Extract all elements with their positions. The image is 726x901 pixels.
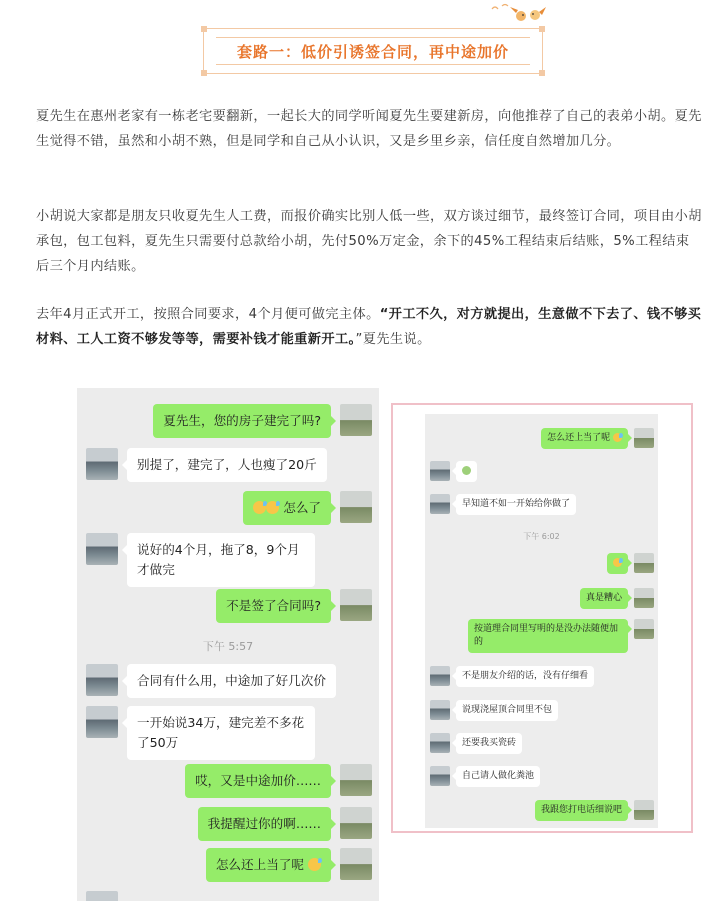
chat-screenshot-left [77, 388, 379, 901]
avatar [86, 706, 118, 738]
avatar [634, 619, 654, 639]
avatar [430, 461, 450, 481]
chat-bubble: 怎么还上当了呢 [541, 428, 628, 449]
avatar [86, 448, 118, 480]
chat-bubble: 夏先生，您的房子建完了吗? [153, 404, 331, 438]
chat-bubble: 还要我买瓷砖 [456, 733, 522, 754]
sweat-emoji-icon [613, 433, 622, 442]
sweat-emoji-icon [613, 558, 622, 567]
chat-message-out [234, 491, 372, 525]
birds-decoration-icon [488, 3, 548, 25]
chat-message-out [601, 553, 654, 574]
chat-message-out [529, 800, 654, 821]
chat-bubble: 我跟您打电话细说吧 [535, 800, 628, 821]
chat-message-out [197, 848, 372, 882]
avatar [430, 666, 450, 686]
avatar [430, 700, 450, 720]
article-paragraph-2: 小胡说大家都是朋友只收夏先生人工费，而报价确实比别人低一些，双方谈过细节，最终签订合同，项目由小胡承包，包工包料，夏先生只需要付总款给小胡，先付50%万定金，余下的45%工程结束后结账，5%工程结束后三个月内结账。 [36, 209, 702, 274]
chat-timestamp: 下午 6:02 [523, 532, 560, 541]
chat-message-in [430, 733, 528, 754]
section-header-banner [203, 28, 543, 74]
chat-bubble: 自己请人做化粪池 [456, 766, 540, 787]
chat-message-out [176, 764, 372, 798]
avatar [430, 494, 450, 514]
chat-bubble: 不是签了合同吗? [216, 589, 331, 623]
chat-message-out [144, 404, 372, 438]
avatar [430, 733, 450, 753]
avatar [340, 848, 372, 880]
chat-timestamp: 下午 5:57 [202, 640, 254, 653]
chat-bubble: 怎么了 [243, 491, 331, 525]
paragraph-3-end: ”夏先生说。 [355, 332, 431, 347]
avatar [340, 764, 372, 796]
avatar [634, 588, 654, 608]
avatar [430, 766, 450, 786]
avatar [340, 491, 372, 523]
chat-message-in [86, 664, 345, 698]
chat-bubble: 怎么还上当了呢 [206, 848, 331, 882]
chat-message-in [86, 706, 324, 760]
section-title: 套路一：低价引诱签合同，再中途加价 [236, 42, 509, 61]
emoji-icon [462, 466, 471, 475]
sweat-smile-emoji-icon [253, 501, 266, 514]
article-paragraph-1: 夏先生在惠州老家有一栋老宅要翻新，一起长大的同学听闻夏先生要建新房，向他推荐了自己的表弟小胡。夏先生觉得不错，虽然和小胡不熟，但是同学和自己从小认识，又是乡里乡亲，信任度自然增加几分。 [36, 109, 702, 149]
article-paragraph-3 [36, 302, 702, 352]
chat-bubble: 真是糟心 [580, 588, 628, 609]
chat-message-out [574, 588, 654, 609]
chat-message-in [86, 533, 324, 587]
chat-message-in [430, 461, 483, 482]
avatar [340, 404, 372, 436]
chat-message-out [535, 428, 654, 449]
chat-message-in [430, 666, 600, 687]
chat-message-out [207, 589, 372, 623]
avatar [86, 664, 118, 696]
chat-bubble: 一开始说34万，建完差不多花了50万 [127, 706, 315, 760]
avatar [86, 533, 118, 565]
chat-bubble: 不是朋友介绍的话，没有仔细看 [456, 666, 594, 687]
chat-screenshot-right [425, 414, 658, 828]
chat-message-in [430, 494, 582, 515]
sweat-emoji-icon [308, 858, 321, 871]
chat-message-out [462, 619, 654, 653]
chat-message-in [430, 700, 564, 721]
chat-message-out [189, 807, 372, 841]
chat-bubble [607, 553, 628, 574]
chat-bubble: 说好的4个月，拖了8，9个月才做完 [127, 533, 315, 587]
chat-bubble: 说现浇屋顶合同里不包 [456, 700, 558, 721]
chat-bubble: 我提醒过你的啊…… [198, 807, 331, 841]
chat-bubble: 合同有什么用，中途加了好几次价 [127, 664, 336, 698]
paragraph-3-intro: 去年4月正式开工，按照合同要求，4个月便可做完主体。 [36, 307, 380, 322]
avatar [340, 589, 372, 621]
chat-bubble [456, 461, 477, 482]
avatar [634, 553, 654, 573]
chat-bubble: 哎，又是中途加价…… [185, 764, 331, 798]
chat-bubble: 按道理合同里写明的是没办法随便加的 [468, 619, 628, 653]
paragraph-3-quote: “开工不久，对方就提出，生意做不下去了、钱不够买材料、工人工资不够发等等，需要补钱才能重新开工。 [36, 307, 702, 347]
chat-message-in [86, 448, 336, 482]
chat-message-in [86, 891, 118, 901]
avatar [634, 428, 654, 448]
chat-message-in [430, 766, 546, 787]
avatar [634, 800, 654, 820]
chat-bubble: 早知道不如一开始给你做了 [456, 494, 576, 515]
sweat-smile-emoji-icon [266, 501, 279, 514]
chat-bubble: 别提了，建完了，人也瘦了20斤 [127, 448, 327, 482]
avatar [86, 891, 118, 901]
avatar [340, 807, 372, 839]
